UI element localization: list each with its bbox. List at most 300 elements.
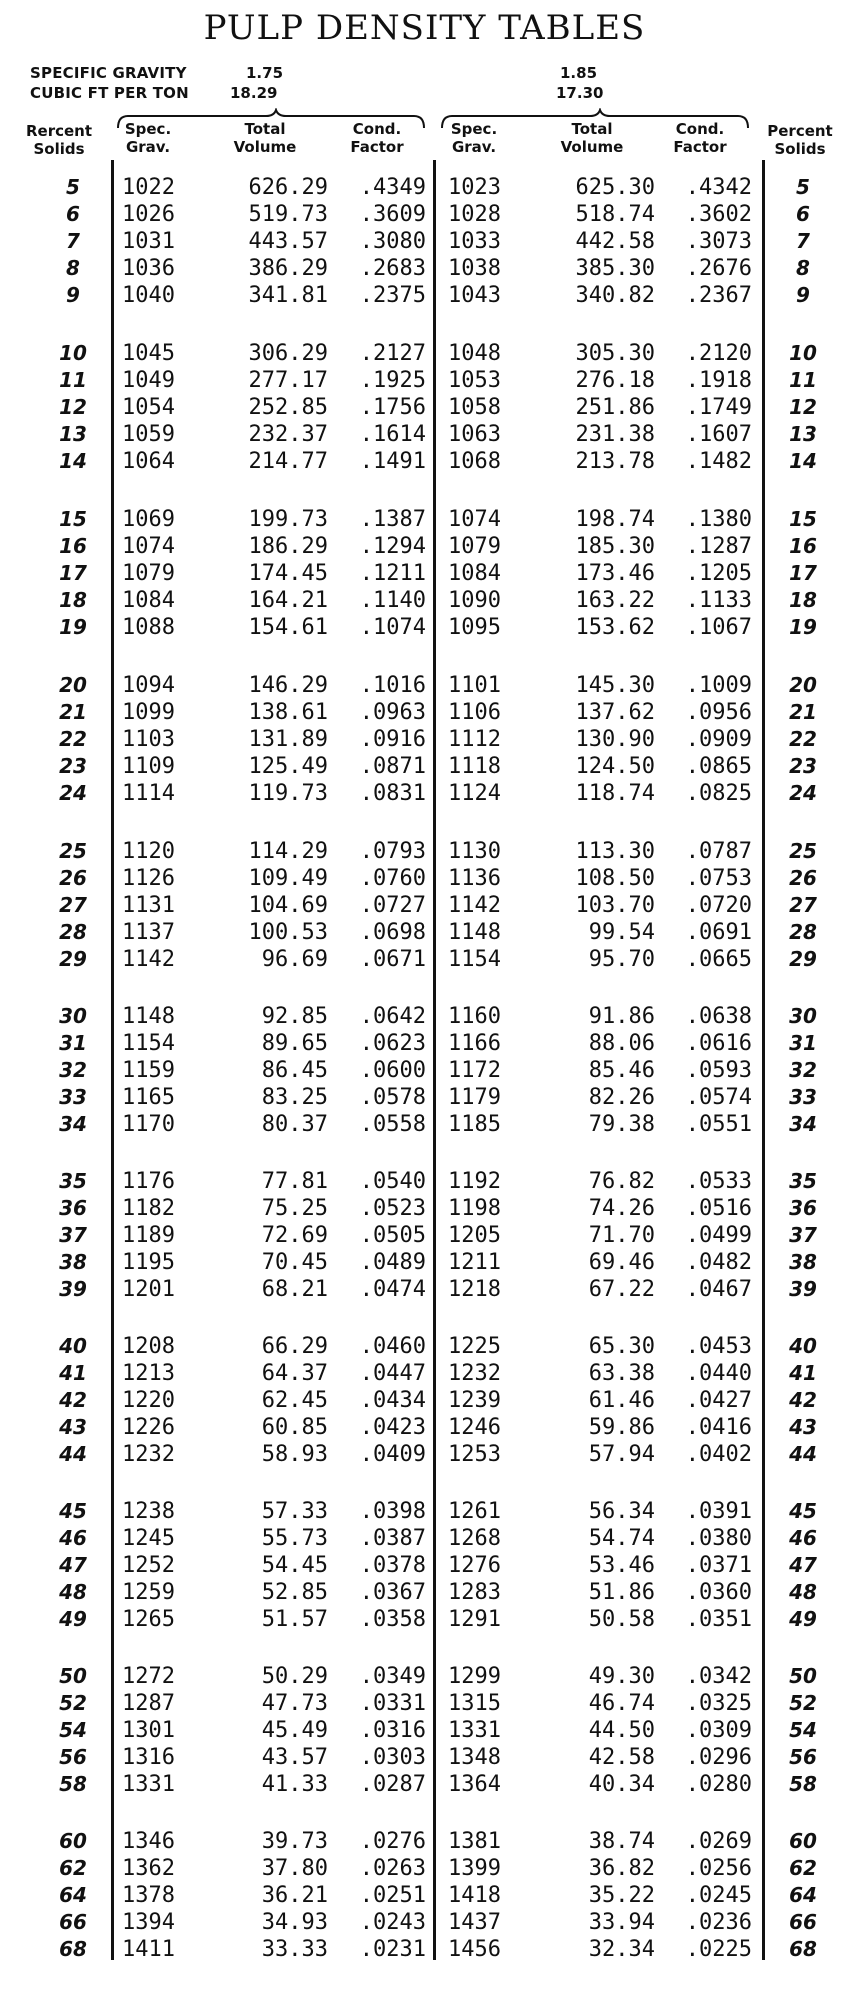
- spec-grav-1-85: 1283: [448, 1580, 501, 1605]
- table-row: [0, 421, 849, 448]
- cond-factor-1-75: .3609: [359, 202, 426, 227]
- cond-factor-1-85: .4342: [685, 175, 752, 200]
- cond-factor-1-75: .1211: [359, 561, 426, 586]
- percent-solids-right: 27: [789, 893, 817, 917]
- total-volume-1-75: 232.37: [248, 422, 328, 447]
- total-volume-1-75: 443.57: [248, 229, 328, 254]
- percent-solids-left: 31: [59, 1031, 87, 1055]
- cond-factor-1-75: .0387: [359, 1526, 426, 1551]
- cond-factor-1-85: .0665: [685, 947, 752, 972]
- cond-factor-1-85: .0325: [685, 1691, 752, 1716]
- spec-grav-1-85: 1136: [448, 866, 501, 891]
- percent-solids-left: 20: [59, 673, 87, 697]
- table-row: [0, 1855, 849, 1882]
- total-volume-1-85: 198.74: [575, 507, 655, 532]
- header-line: Volume: [560, 138, 624, 156]
- total-volume-1-85: 173.46: [575, 561, 655, 586]
- spec-grav-1-85: 1276: [448, 1553, 501, 1578]
- percent-solids-left: 22: [59, 727, 87, 751]
- table-row: [0, 1579, 849, 1606]
- spec-grav-1-75: 1301: [122, 1718, 175, 1743]
- cond-factor-1-75: .1387: [359, 507, 426, 532]
- header-line: Factor: [673, 138, 727, 156]
- total-volume-1-75: 37.80: [261, 1856, 328, 1881]
- table-row: [0, 1828, 849, 1855]
- cond-factor-1-75: .0251: [359, 1883, 426, 1908]
- cond-factor-1-75: .0600: [359, 1058, 426, 1083]
- table-row: [0, 892, 849, 919]
- percent-solids-left: 37: [59, 1223, 87, 1247]
- table-row: [0, 1030, 849, 1057]
- spec-grav-1-75: 1362: [122, 1856, 175, 1881]
- total-volume-1-85: 69.46: [588, 1250, 655, 1275]
- total-volume-1-85: 518.74: [575, 202, 655, 227]
- spec-grav-1-85: 1261: [448, 1499, 501, 1524]
- cond-factor-1-85: .0280: [685, 1772, 752, 1797]
- cond-factor-1-75: .0243: [359, 1910, 426, 1935]
- spec-grav-1-85: 1106: [448, 700, 501, 725]
- table-row: [0, 1195, 849, 1222]
- header-line: Total: [571, 120, 613, 138]
- spec-grav-1-85: 1130: [448, 839, 501, 864]
- spec-grav-1-85: 1172: [448, 1058, 501, 1083]
- percent-solids-right: 33: [789, 1085, 817, 1109]
- header-line: Cond.: [675, 120, 725, 138]
- cond-factor-1-85: .2676: [685, 256, 752, 281]
- cond-factor-1-85: .0956: [685, 700, 752, 725]
- percent-solids-right: 15: [789, 507, 817, 531]
- percent-solids-left: 58: [59, 1772, 87, 1796]
- cond-factor-1-75: .0263: [359, 1856, 426, 1881]
- percent-solids-left: 5: [66, 175, 80, 199]
- total-volume-1-75: 186.29: [248, 534, 328, 559]
- total-volume-1-85: 56.34: [588, 1499, 655, 1524]
- page-title: PULP DENSITY TABLES: [203, 8, 646, 48]
- spec-grav-1-75: 1182: [122, 1196, 175, 1221]
- spec-grav-1-85: 1148: [448, 920, 501, 945]
- cond-factor-1-75: .0578: [359, 1085, 426, 1110]
- cond-factor-1-85: .0753: [685, 866, 752, 891]
- total-volume-1-75: 138.61: [248, 700, 328, 725]
- table-row: [0, 340, 849, 367]
- spec-grav-1-85: 1028: [448, 202, 501, 227]
- table-row: [0, 672, 849, 699]
- spec-grav-1-75: 1088: [122, 615, 175, 640]
- total-volume-1-85: 213.78: [575, 449, 655, 474]
- cond-factor-1-75: .0871: [359, 754, 426, 779]
- spec-grav-1-75: 1137: [122, 920, 175, 945]
- total-volume-1-85: 113.30: [575, 839, 655, 864]
- spec-grav-1-85: 1192: [448, 1169, 501, 1194]
- cond-factor-1-75: .0231: [359, 1937, 426, 1962]
- total-volume-1-75: 114.29: [248, 839, 328, 864]
- total-volume-1-75: 39.73: [261, 1829, 328, 1854]
- cond-factor-1-85: .0691: [685, 920, 752, 945]
- total-volume-1-75: 96.69: [261, 947, 328, 972]
- percent-solids-left: 32: [59, 1058, 87, 1082]
- cond-factor-1-85: .1749: [685, 395, 752, 420]
- spec-grav-1-75: 1287: [122, 1691, 175, 1716]
- cond-factor-1-85: .0342: [685, 1664, 752, 1689]
- total-volume-1-85: 85.46: [588, 1058, 655, 1083]
- total-volume-1-75: 174.45: [248, 561, 328, 586]
- spec-grav-1-75: 1265: [122, 1607, 175, 1632]
- left-cubic-ft-value: 18.29: [230, 84, 278, 102]
- percent-solids-left: 39: [59, 1277, 87, 1301]
- percent-solids-right: 11: [789, 368, 817, 392]
- table-row: [0, 1663, 849, 1690]
- spec-grav-1-75: 1069: [122, 507, 175, 532]
- table-row: [0, 367, 849, 394]
- spec-grav-1-75: 1120: [122, 839, 175, 864]
- cond-factor-1-75: .0460: [359, 1334, 426, 1359]
- spec-grav-1-75: 1272: [122, 1664, 175, 1689]
- cond-factor-1-75: .0698: [359, 920, 426, 945]
- spec-grav-1-75: 1154: [122, 1031, 175, 1056]
- percent-solids-right: 5: [796, 175, 810, 199]
- total-volume-1-85: 153.62: [575, 615, 655, 640]
- table-row: [0, 174, 849, 201]
- percent-solids-right: 21: [789, 700, 817, 724]
- table-row: [0, 448, 849, 475]
- total-volume-1-75: 109.49: [248, 866, 328, 891]
- total-volume-1-85: 49.30: [588, 1664, 655, 1689]
- spec-grav-1-75: 1226: [122, 1415, 175, 1440]
- percent-solids-right: 68: [789, 1937, 817, 1961]
- total-volume-1-85: 61.46: [588, 1388, 655, 1413]
- total-volume-1-85: 124.50: [575, 754, 655, 779]
- cond-factor-header-left: [342, 120, 412, 156]
- spec-grav-1-85: 1048: [448, 341, 501, 366]
- cond-factor-1-85: .0482: [685, 1250, 752, 1275]
- percent-solids-right: 58: [789, 1772, 817, 1796]
- cond-factor-1-85: .1918: [685, 368, 752, 393]
- spec-grav-header-right: [444, 120, 504, 156]
- total-volume-1-85: 95.70: [588, 947, 655, 972]
- total-volume-1-75: 125.49: [248, 754, 328, 779]
- spec-grav-1-85: 1315: [448, 1691, 501, 1716]
- percent-solids-left: 41: [59, 1361, 87, 1385]
- cond-factor-1-85: .3073: [685, 229, 752, 254]
- spec-grav-1-75: 1346: [122, 1829, 175, 1854]
- percent-solids-left: 45: [59, 1499, 87, 1523]
- percent-solids-right: 34: [789, 1112, 817, 1136]
- percent-solids-right: 37: [789, 1223, 817, 1247]
- cond-factor-1-85: .0380: [685, 1526, 752, 1551]
- header-line: Spec.: [124, 120, 172, 138]
- spec-grav-1-75: 1220: [122, 1388, 175, 1413]
- total-volume-1-75: 33.33: [261, 1937, 328, 1962]
- cond-factor-1-85: .1133: [685, 588, 752, 613]
- cond-factor-1-75: .0727: [359, 893, 426, 918]
- table-row: [0, 1441, 849, 1468]
- table-row: [0, 1498, 849, 1525]
- header-line: Solids: [774, 140, 826, 158]
- spec-grav-1-75: 1036: [122, 256, 175, 281]
- table-row: [0, 753, 849, 780]
- cond-factor-1-75: .0623: [359, 1031, 426, 1056]
- percent-solids-right: 24: [789, 781, 817, 805]
- table-row: [0, 1360, 849, 1387]
- spec-grav-1-85: 1198: [448, 1196, 501, 1221]
- spec-grav-1-85: 1090: [448, 588, 501, 613]
- total-volume-1-75: 57.33: [261, 1499, 328, 1524]
- cond-factor-1-85: .0825: [685, 781, 752, 806]
- spec-grav-1-85: 1095: [448, 615, 501, 640]
- cond-factor-1-75: .0489: [359, 1250, 426, 1275]
- total-volume-1-75: 89.65: [261, 1031, 328, 1056]
- percent-solids-left: 27: [59, 893, 87, 917]
- spec-grav-1-85: 1331: [448, 1718, 501, 1743]
- spec-grav-1-75: 1074: [122, 534, 175, 559]
- percent-solids-right: 42: [789, 1388, 817, 1412]
- table-row: [0, 699, 849, 726]
- total-volume-1-85: 82.26: [588, 1085, 655, 1110]
- total-volume-1-75: 146.29: [248, 673, 328, 698]
- spec-grav-1-75: 1103: [122, 727, 175, 752]
- table-row: [0, 726, 849, 753]
- spec-grav-1-75: 1040: [122, 283, 175, 308]
- total-volume-1-85: 385.30: [575, 256, 655, 281]
- spec-grav-1-75: 1208: [122, 1334, 175, 1359]
- total-volume-1-75: 55.73: [261, 1526, 328, 1551]
- table-row: [0, 780, 849, 807]
- spec-grav-1-85: 1124: [448, 781, 501, 806]
- percent-solids-right: 10: [789, 341, 817, 365]
- total-volume-1-85: 54.74: [588, 1526, 655, 1551]
- percent-solids-left: 16: [59, 534, 87, 558]
- header-line: Spec.: [450, 120, 498, 138]
- percent-solids-left: 7: [66, 229, 80, 253]
- table-row: [0, 614, 849, 641]
- spec-grav-1-85: 1399: [448, 1856, 501, 1881]
- cond-factor-1-75: .0963: [359, 700, 426, 725]
- percent-solids-right: 13: [789, 422, 817, 446]
- cond-factor-1-75: .2683: [359, 256, 426, 281]
- percent-solids-left: 24: [59, 781, 87, 805]
- percent-solids-right: 52: [789, 1691, 817, 1715]
- total-volume-1-85: 108.50: [575, 866, 655, 891]
- spec-grav-1-85: 1232: [448, 1361, 501, 1386]
- table-row: [0, 282, 849, 309]
- spec-grav-1-85: 1456: [448, 1937, 501, 1962]
- percent-solids-right: 20: [789, 673, 817, 697]
- percent-solids-right: 6: [796, 202, 810, 226]
- spec-grav-1-75: 1059: [122, 422, 175, 447]
- spec-grav-1-75: 1176: [122, 1169, 175, 1194]
- cond-factor-1-85: .0236: [685, 1910, 752, 1935]
- percent-solids-right: 54: [789, 1718, 817, 1742]
- cond-factor-1-75: .0916: [359, 727, 426, 752]
- percent-solids-left: 9: [66, 283, 80, 307]
- table-row: [0, 1552, 849, 1579]
- spec-grav-1-85: 1437: [448, 1910, 501, 1935]
- total-volume-1-75: 199.73: [248, 507, 328, 532]
- percent-solids-left: 36: [59, 1196, 87, 1220]
- table-row: [0, 1276, 849, 1303]
- spec-grav-1-85: 1166: [448, 1031, 501, 1056]
- percent-solids-left: 11: [59, 368, 87, 392]
- spec-grav-1-85: 1058: [448, 395, 501, 420]
- percent-solids-left: 21: [59, 700, 87, 724]
- cond-factor-1-85: .0256: [685, 1856, 752, 1881]
- cond-factor-1-75: .0287: [359, 1772, 426, 1797]
- total-volume-1-85: 88.06: [588, 1031, 655, 1056]
- cond-factor-1-85: .0391: [685, 1499, 752, 1524]
- table-row: [0, 1387, 849, 1414]
- cond-factor-1-75: .0523: [359, 1196, 426, 1221]
- percent-solids-left: 66: [59, 1910, 87, 1934]
- spec-grav-1-75: 1126: [122, 866, 175, 891]
- spec-grav-1-75: 1259: [122, 1580, 175, 1605]
- total-volume-1-85: 53.46: [588, 1553, 655, 1578]
- percent-solids-left: 40: [59, 1334, 87, 1358]
- total-volume-1-75: 80.37: [261, 1112, 328, 1137]
- percent-solids-left: 46: [59, 1526, 87, 1550]
- header-line: Volume: [233, 138, 297, 156]
- spec-grav-1-85: 1033: [448, 229, 501, 254]
- spec-grav-1-75: 1099: [122, 700, 175, 725]
- total-volume-1-85: 44.50: [588, 1718, 655, 1743]
- cond-factor-1-85: .0440: [685, 1361, 752, 1386]
- total-volume-1-75: 83.25: [261, 1085, 328, 1110]
- table-row: [0, 1525, 849, 1552]
- cond-factor-1-75: .0423: [359, 1415, 426, 1440]
- total-volume-1-85: 91.86: [588, 1004, 655, 1029]
- cond-factor-1-85: .0720: [685, 893, 752, 918]
- table-row: [0, 1771, 849, 1798]
- spec-grav-1-75: 1189: [122, 1223, 175, 1248]
- spec-grav-1-75: 1054: [122, 395, 175, 420]
- percent-solids-right: 41: [789, 1361, 817, 1385]
- cubic-ft-per-ton-label: CUBIC FT PER TON: [30, 84, 189, 102]
- spec-grav-1-85: 1079: [448, 534, 501, 559]
- spec-grav-1-85: 1101: [448, 673, 501, 698]
- spec-grav-1-75: 1378: [122, 1883, 175, 1908]
- total-volume-1-75: 36.21: [261, 1883, 328, 1908]
- cond-factor-1-85: .0909: [685, 727, 752, 752]
- table-row: [0, 1333, 849, 1360]
- cond-factor-1-75: .0558: [359, 1112, 426, 1137]
- spec-grav-1-75: 1094: [122, 673, 175, 698]
- percent-solids-left: 28: [59, 920, 87, 944]
- spec-grav-1-75: 1252: [122, 1553, 175, 1578]
- right-specific-gravity-value: 1.85: [560, 64, 598, 82]
- total-volume-1-85: 35.22: [588, 1883, 655, 1908]
- table-row: [0, 394, 849, 421]
- cond-factor-1-85: .1380: [685, 507, 752, 532]
- table-row: [0, 1057, 849, 1084]
- spec-grav-1-85: 1068: [448, 449, 501, 474]
- total-volume-1-85: 625.30: [575, 175, 655, 200]
- cond-factor-1-85: .0427: [685, 1388, 752, 1413]
- percent-solids-right: 32: [789, 1058, 817, 1082]
- table-row: [0, 1222, 849, 1249]
- percent-solids-left: 44: [59, 1442, 87, 1466]
- spec-grav-1-75: 1131: [122, 893, 175, 918]
- cond-factor-1-75: .2127: [359, 341, 426, 366]
- spec-grav-1-75: 1109: [122, 754, 175, 779]
- spec-grav-1-85: 1205: [448, 1223, 501, 1248]
- percent-solids-left: 25: [59, 839, 87, 863]
- total-volume-1-85: 340.82: [575, 283, 655, 308]
- percent-solids-right: 25: [789, 839, 817, 863]
- cond-factor-1-85: .0371: [685, 1553, 752, 1578]
- header-line: Factor: [350, 138, 404, 156]
- percent-solids-right: 66: [789, 1910, 817, 1934]
- cond-factor-1-85: .2367: [685, 283, 752, 308]
- table-row: [0, 1003, 849, 1030]
- cond-factor-1-75: .0331: [359, 1691, 426, 1716]
- percent-solids-left: 26: [59, 866, 87, 890]
- percent-solids-left: 10: [59, 341, 87, 365]
- percent-solids-left: 54: [59, 1718, 87, 1742]
- total-volume-1-85: 50.58: [588, 1607, 655, 1632]
- table-row: [0, 533, 849, 560]
- percent-solids-right: 49: [789, 1607, 817, 1631]
- total-volume-1-75: 47.73: [261, 1691, 328, 1716]
- spec-grav-1-85: 1038: [448, 256, 501, 281]
- percent-solids-right: 60: [789, 1829, 817, 1853]
- total-volume-1-75: 70.45: [261, 1250, 328, 1275]
- cond-factor-1-75: .0358: [359, 1607, 426, 1632]
- cond-factor-1-75: .0276: [359, 1829, 426, 1854]
- spec-grav-1-75: 1245: [122, 1526, 175, 1551]
- percent-solids-left: 12: [59, 395, 87, 419]
- total-volume-1-75: 100.53: [248, 920, 328, 945]
- total-volume-1-75: 72.69: [261, 1223, 328, 1248]
- total-volume-1-75: 52.85: [261, 1580, 328, 1605]
- table-row: [0, 1882, 849, 1909]
- total-volume-1-85: 74.26: [588, 1196, 655, 1221]
- header-line: Grav.: [125, 138, 171, 156]
- total-volume-1-75: 41.33: [261, 1772, 328, 1797]
- total-volume-1-85: 36.82: [588, 1856, 655, 1881]
- percent-solids-right: 64: [789, 1883, 817, 1907]
- spec-grav-1-75: 1238: [122, 1499, 175, 1524]
- percent-solids-left: 8: [66, 256, 80, 280]
- spec-grav-1-85: 1225: [448, 1334, 501, 1359]
- cond-factor-1-75: .1491: [359, 449, 426, 474]
- cond-factor-header-right: [665, 120, 735, 156]
- percent-solids-right: 28: [789, 920, 817, 944]
- cond-factor-1-85: .0296: [685, 1745, 752, 1770]
- spec-grav-1-75: 1331: [122, 1772, 175, 1797]
- total-volume-1-75: 66.29: [261, 1334, 328, 1359]
- spec-grav-1-75: 1170: [122, 1112, 175, 1137]
- spec-grav-1-85: 1063: [448, 422, 501, 447]
- percent-solids-header-right: [760, 122, 840, 158]
- total-volume-1-85: 276.18: [575, 368, 655, 393]
- total-volume-1-75: 51.57: [261, 1607, 328, 1632]
- total-volume-1-85: 251.86: [575, 395, 655, 420]
- cond-factor-1-85: .0467: [685, 1277, 752, 1302]
- total-volume-1-75: 58.93: [261, 1442, 328, 1467]
- cond-factor-1-85: .1009: [685, 673, 752, 698]
- percent-solids-right: 44: [789, 1442, 817, 1466]
- percent-solids-right: 46: [789, 1526, 817, 1550]
- cond-factor-1-85: .1607: [685, 422, 752, 447]
- spec-grav-1-85: 1074: [448, 507, 501, 532]
- cond-factor-1-85: .0225: [685, 1937, 752, 1962]
- spec-grav-1-85: 1211: [448, 1250, 501, 1275]
- spec-grav-1-75: 1411: [122, 1937, 175, 1962]
- percent-solids-right: 17: [789, 561, 817, 585]
- total-volume-1-75: 119.73: [248, 781, 328, 806]
- percent-solids-left: 49: [59, 1607, 87, 1631]
- cond-factor-1-75: .1756: [359, 395, 426, 420]
- total-volume-1-85: 103.70: [575, 893, 655, 918]
